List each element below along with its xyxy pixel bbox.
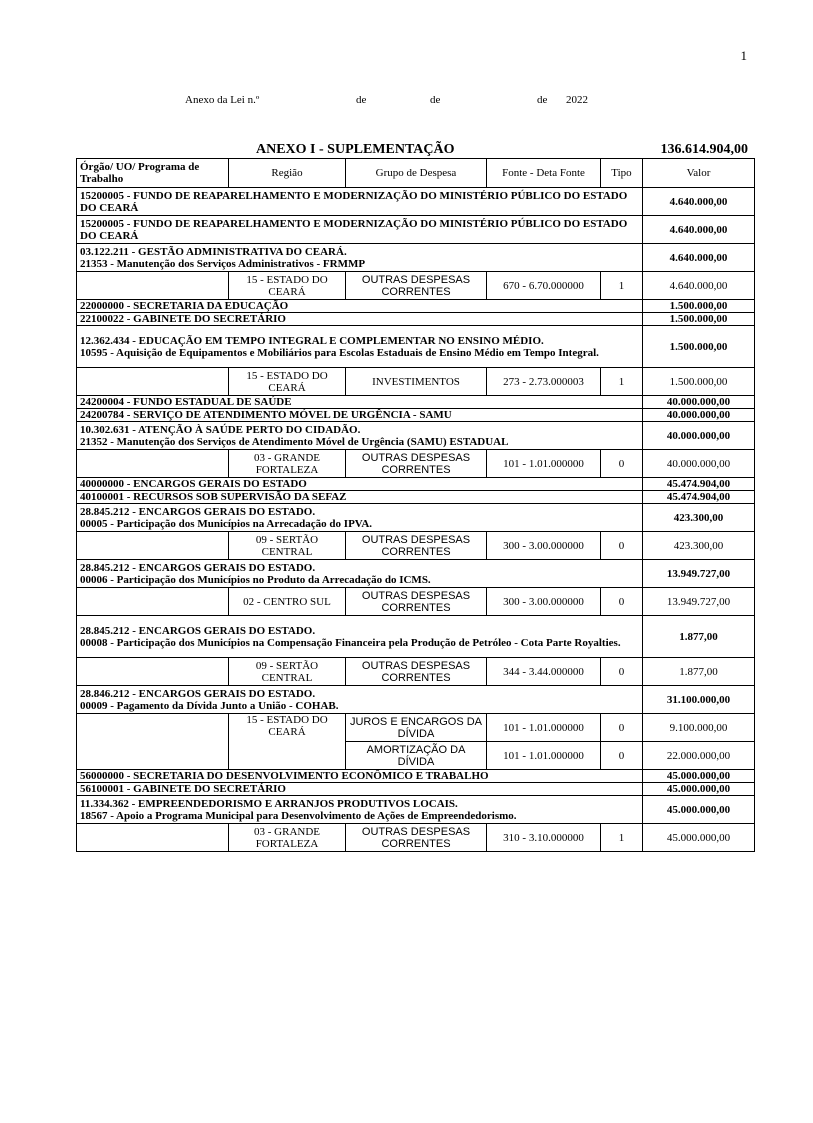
row-tipo: 1 [601, 824, 643, 852]
row-grupo: AMORTIZAÇÃO DA DÍVIDA [346, 742, 487, 770]
empty-cell [77, 824, 229, 852]
row-fonte: 273 - 2.73.000003 [487, 368, 601, 396]
action-line: 00008 - Participação dos Municípios na Compensação Financeira pela Produção de Petróleo - Cota Parte Royalties. [80, 636, 621, 649]
table-row [77, 326, 755, 368]
row-tipo: 0 [601, 658, 643, 686]
row-value: 4.640.000,00 [643, 188, 755, 216]
table-row [77, 504, 755, 532]
empty-cell [77, 588, 229, 616]
table-row [77, 188, 755, 216]
row-value: 13.949.727,00 [643, 588, 755, 616]
row-tipo: 0 [601, 742, 643, 770]
table-row [77, 560, 755, 588]
table-row [77, 313, 755, 326]
action-line: 00005 - Participação dos Municípios na Arrecadação do IPVA. [80, 517, 373, 530]
row-tipo: 0 [601, 588, 643, 616]
empty-cell [77, 714, 229, 770]
table-row [77, 588, 755, 616]
row-value: 1.500.000,00 [643, 300, 755, 313]
empty-cell [77, 450, 229, 478]
action-line: 10595 - Aquisição de Equipamentos e Mobiliários para Escolas Estaduais de Ensino Médio em Tempo Integral. [80, 346, 599, 359]
row-regiao: 15 - ESTADO DO CEARÁ [229, 714, 346, 770]
annex-title-row [76, 142, 754, 158]
action-line: 00006 - Participação dos Municípios no Produto da Arrecadação do ICMS. [80, 573, 431, 586]
row-tipo: 0 [601, 450, 643, 478]
row-description: 15200005 - FUNDO DE REAPARELHAMENTO E MODERNIZAÇÃO DO MINISTÉRIO PÚBLICO DO ESTADO DO CEARÁ [77, 188, 643, 216]
table-row [77, 272, 755, 300]
empty-cell [77, 368, 229, 396]
row-grupo: OUTRAS DESPESAS CORRENTES [346, 824, 487, 852]
row-value: 9.100.000,00 [643, 714, 755, 742]
law-reference-line [0, 94, 813, 110]
action-line: 21353 - Manutenção dos Serviços Administrativos - FRMMP [80, 257, 366, 270]
row-value: 40.000.000,00 [643, 396, 755, 409]
row-grupo: OUTRAS DESPESAS CORRENTES [346, 588, 487, 616]
col-header-grupo: Grupo de Despesa [346, 159, 487, 188]
row-description [77, 560, 643, 588]
table-row [77, 686, 755, 714]
row-value: 45.000.000,00 [643, 796, 755, 824]
table-row [77, 770, 755, 783]
row-value: 45.474.904,00 [643, 491, 755, 504]
row-description: 40100001 - RECURSOS SOB SUPERVISÃO DA SEFAZ [77, 491, 643, 504]
table-row [77, 300, 755, 313]
row-regiao: 02 - CENTRO SUL [229, 588, 346, 616]
row-description: 40000000 - ENCARGOS GERAIS DO ESTADO [77, 478, 643, 491]
table-row [77, 796, 755, 824]
program-line: 12.362.434 - EDUCAÇÃO EM TEMPO INTEGRAL E COMPLEMENTAR NO ENSINO MÉDIO. [80, 334, 544, 347]
row-fonte: 310 - 3.10.000000 [487, 824, 601, 852]
row-value: 40.000.000,00 [643, 409, 755, 422]
row-grupo: OUTRAS DESPESAS CORRENTES [346, 532, 487, 560]
table-row [77, 422, 755, 450]
row-fonte: 300 - 3.00.000000 [487, 532, 601, 560]
row-value: 45.000.000,00 [643, 824, 755, 852]
table-row [77, 216, 755, 244]
row-description [77, 504, 643, 532]
row-value: 45.474.904,00 [643, 478, 755, 491]
row-value: 4.640.000,00 [643, 216, 755, 244]
date-year: 2022 [566, 94, 588, 106]
date-de-3: de [537, 94, 548, 106]
row-regiao: 03 - GRANDE FORTALEZA [229, 450, 346, 478]
row-value: 423.300,00 [643, 504, 755, 532]
row-regiao: 03 - GRANDE FORTALEZA [229, 824, 346, 852]
action-line: 21352 - Manutenção dos Serviços de Atendimento Móvel de Urgência (SAMU) ESTADUAL [80, 435, 509, 448]
table-row [77, 616, 755, 658]
row-grupo: INVESTIMENTOS [346, 368, 487, 396]
row-description: 22100022 - GABINETE DO SECRETÁRIO [77, 313, 643, 326]
row-description [77, 796, 643, 824]
annex-title: ANEXO I - SUPLEMENTAÇÃO [256, 142, 455, 157]
row-regiao: 09 - SERTÃO CENTRAL [229, 532, 346, 560]
date-de-1: de [356, 94, 367, 106]
row-grupo: JUROS E ENCARGOS DA DÍVIDA [346, 714, 487, 742]
row-grupo: OUTRAS DESPESAS CORRENTES [346, 658, 487, 686]
row-value: 4.640.000,00 [643, 272, 755, 300]
row-regiao: 15 - ESTADO DO CEARÁ [229, 272, 346, 300]
row-tipo: 1 [601, 272, 643, 300]
row-value: 1.877,00 [643, 658, 755, 686]
row-description [77, 616, 643, 658]
row-value: 1.500.000,00 [643, 326, 755, 368]
table-row [77, 824, 755, 852]
table-row [77, 532, 755, 560]
row-grupo: OUTRAS DESPESAS CORRENTES [346, 272, 487, 300]
row-tipo: 0 [601, 532, 643, 560]
row-regiao: 09 - SERTÃO CENTRAL [229, 658, 346, 686]
col-header-valor: Valor [643, 159, 755, 188]
table-row [77, 658, 755, 686]
program-line: 11.334.362 - EMPREENDEDORISMO E ARRANJOS PRODUTIVOS LOCAIS. [80, 797, 458, 810]
table-row [77, 478, 755, 491]
empty-cell [77, 272, 229, 300]
row-description [77, 326, 643, 368]
program-line: 03.122.211 - GESTÃO ADMINISTRATIVA DO CEARÁ. [80, 245, 347, 258]
empty-cell [77, 532, 229, 560]
row-value: 1.500.000,00 [643, 368, 755, 396]
col-header-regiao: Região [229, 159, 346, 188]
row-value: 45.000.000,00 [643, 783, 755, 796]
row-description: 15200005 - FUNDO DE REAPARELHAMENTO E MODERNIZAÇÃO DO MINISTÉRIO PÚBLICO DO ESTADO DO CEARÁ [77, 216, 643, 244]
row-value: 4.640.000,00 [643, 244, 755, 272]
row-value: 13.949.727,00 [643, 560, 755, 588]
row-regiao: 15 - ESTADO DO CEARÁ [229, 368, 346, 396]
row-value: 423.300,00 [643, 532, 755, 560]
row-fonte: 101 - 1.01.000000 [487, 742, 601, 770]
table-header-row [77, 159, 755, 188]
row-fonte: 670 - 6.70.000000 [487, 272, 601, 300]
table-row [77, 244, 755, 272]
row-grupo: OUTRAS DESPESAS CORRENTES [346, 450, 487, 478]
row-description: 24200004 - FUNDO ESTADUAL DE SAÚDE [77, 396, 643, 409]
row-value: 31.100.000,00 [643, 686, 755, 714]
table-row [77, 368, 755, 396]
date-de-2: de [430, 94, 441, 106]
annex-law-label: Anexo da Lei n.º [185, 94, 260, 106]
row-value: 45.000.000,00 [643, 770, 755, 783]
row-value: 40.000.000,00 [643, 422, 755, 450]
row-description: 24200784 - SERVIÇO DE ATENDIMENTO MÓVEL DE URGÊNCIA - SAMU [77, 409, 643, 422]
empty-cell [77, 658, 229, 686]
annex-total: 136.614.904,00 [660, 142, 748, 157]
row-tipo: 0 [601, 714, 643, 742]
row-fonte: 101 - 1.01.000000 [487, 714, 601, 742]
program-line: 28.845.212 - ENCARGOS GERAIS DO ESTADO. [80, 561, 316, 574]
table-row [77, 450, 755, 478]
action-line: 00009 - Pagamento da Dívida Junto a União - COHAB. [80, 699, 339, 712]
row-value: 22.000.000,00 [643, 742, 755, 770]
row-value: 40.000.000,00 [643, 450, 755, 478]
row-fonte: 344 - 3.44.000000 [487, 658, 601, 686]
row-fonte: 300 - 3.00.000000 [487, 588, 601, 616]
table-row [77, 409, 755, 422]
row-value: 1.500.000,00 [643, 313, 755, 326]
action-line: 18567 - Apoio a Programa Municipal para Desenvolvimento de Ações de Empreendedorismo. [80, 809, 517, 822]
row-tipo: 1 [601, 368, 643, 396]
annex-table [76, 158, 755, 852]
row-description [77, 244, 643, 272]
row-description: 22000000 - SECRETARIA DA EDUCAÇÃO [77, 300, 643, 313]
table-row [77, 396, 755, 409]
col-header-tipo: Tipo [601, 159, 643, 188]
table-row [77, 783, 755, 796]
row-description: 56100001 - GABINETE DO SECRETÁRIO [77, 783, 643, 796]
row-description [77, 686, 643, 714]
col-header-fonte: Fonte - Deta Fonte [487, 159, 601, 188]
table-row [77, 714, 755, 742]
page-number: 1 [740, 48, 747, 63]
row-description [77, 422, 643, 450]
program-line: 10.302.631 - ATENÇÃO À SAÚDE PERTO DO CIDADÃO. [80, 423, 361, 436]
row-fonte: 101 - 1.01.000000 [487, 450, 601, 478]
program-line: 28.845.212 - ENCARGOS GERAIS DO ESTADO. [80, 624, 316, 637]
program-line: 28.846.212 - ENCARGOS GERAIS DO ESTADO. [80, 687, 316, 700]
table-row [77, 491, 755, 504]
row-value: 1.877,00 [643, 616, 755, 658]
row-description: 56000000 - SECRETARIA DO DESENVOLVIMENTO ECONÔMICO E TRABALHO [77, 770, 643, 783]
program-line: 28.845.212 - ENCARGOS GERAIS DO ESTADO. [80, 505, 316, 518]
col-header-orgao: Órgão/ UO/ Programa de Trabalho [77, 159, 229, 188]
